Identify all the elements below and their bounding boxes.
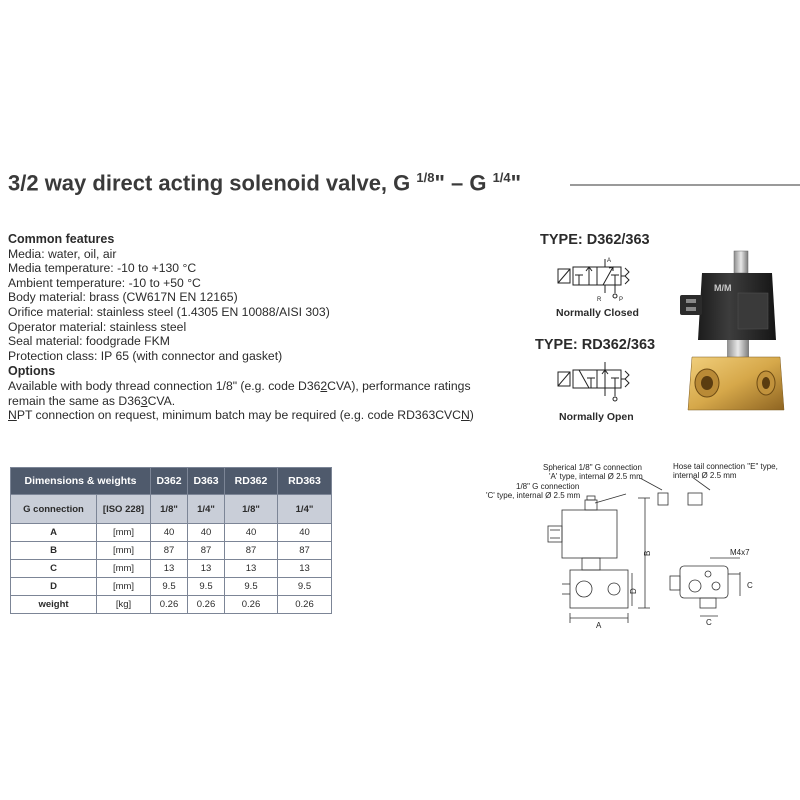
table-row [11,560,332,578]
port-a-label: A [607,258,612,264]
feature-line: Seal material: foodgrade FKM [8,334,170,349]
spherical-connection-label: Spherical 1/8" G connection [543,463,642,472]
normally-open-caption: Normally Open [559,411,634,423]
svg-text:M/M: M/M [714,283,732,293]
table-cell: 40 [188,524,225,542]
port-r-label: R [597,297,602,303]
table-cell: [mm] [97,542,151,560]
table-cell: 0.26 [225,596,278,614]
table-row [11,524,332,542]
table-cell: [mm] [97,560,151,578]
technical-drawing [540,478,800,633]
table-cell: B [11,542,97,560]
option-line: remain the same as D363CVA. [8,393,176,408]
table-cell: 13 [151,560,188,578]
feature-line: Operator material: stainless steel [8,319,187,334]
dimension-a-label: A [596,621,602,630]
g18-connection-sublabel: 'C' type, internal Ø 2.5 mm [486,491,581,500]
table-cell: 13 [278,560,332,578]
feature-line: Ambient temperature: -10 to +50 °C [8,275,201,290]
table-cell: 1/4" [278,495,332,524]
table-row [11,495,332,524]
thread-label: M4x7 [730,548,750,557]
table-cell: 87 [278,542,332,560]
table-cell: 1/4" [188,495,225,524]
hose-tail-label: Hose tail connection "E" type, [673,462,778,471]
page-title: 3/2 way direct acting solenoid valve, G $^{1/8}$" – G $^{1/4}$" [8,170,522,196]
g18-connection-label: 1/8" G connection [516,482,580,491]
table-cell: D [11,578,97,596]
table-cell: 13 [188,560,225,578]
dimension-d-label: D [629,588,638,594]
table-cell: [mm] [97,524,151,542]
table-cell: 1/8" [225,495,278,524]
normally-closed-caption: Normally Closed [556,307,639,319]
dimensions-table [10,467,332,614]
table-cell: 9.5 [151,578,188,596]
type-label-rd362: TYPE: RD362/363 [535,337,656,353]
feature-line: Orifice material: stainless steel (1.4305 EN 10088/AISI 303) [8,304,330,319]
table-header: D362 [151,468,188,495]
option-line: NPT connection on request, minimum batch may be required (e.g. code RD363CVCN) [8,408,474,423]
table-cell: G connection [11,495,97,524]
table-header: RD363 [278,468,332,495]
option-line: Available with body thread connection 1/8" (e.g. code D362CVA), performance ratings [8,378,471,393]
table-header: D363 [188,468,225,495]
table-cell: 0.26 [151,596,188,614]
table-cell: 9.5 [225,578,278,596]
dimension-c-bottom-label: C [706,618,712,627]
features-section [8,232,528,423]
table-cell: [mm] [97,578,151,596]
table-cell: 40 [151,524,188,542]
table-cell: 0.26 [278,596,332,614]
table-cell: [kg] [97,596,151,614]
table-cell: C [11,560,97,578]
features-heading: Common features [8,232,115,246]
table-header: RD362 [225,468,278,495]
table-cell: [ISO 228] [97,495,151,524]
table-cell: 9.5 [278,578,332,596]
table-header: Dimensions & weights [11,468,151,495]
table-row [11,596,332,614]
table-row [11,542,332,560]
table-cell: 87 [188,542,225,560]
table-cell: 0.26 [188,596,225,614]
feature-line: Protection class: IP 65 (with connector and gasket) [8,348,283,363]
options-heading: Options [8,364,56,379]
table-cell: 87 [225,542,278,560]
feature-line: Media: water, oil, air [8,246,117,261]
table-cell: A [11,524,97,542]
type-label-d362: TYPE: D362/363 [540,232,650,248]
table-header-row [11,468,332,495]
normally-open-symbol [555,358,645,406]
table-cell: 9.5 [188,578,225,596]
port-p-label: P [619,297,624,303]
table-cell: 40 [278,524,332,542]
spherical-connection-sublabel: 'A' type, internal Ø 2.5 mm [549,472,643,481]
table-cell: 40 [225,524,278,542]
table-row [11,578,332,596]
feature-line: Body material: brass (CW617N EN 12165) [8,290,238,305]
dimension-c-label: C [747,581,753,590]
feature-line: Media temperature: -10 to +130 °C [8,261,197,276]
hose-tail-sublabel: internal Ø 2.5 mm [673,471,737,480]
table-cell: 87 [151,542,188,560]
table-cell: 13 [225,560,278,578]
title-divider [570,184,800,186]
table-cell: 1/8" [151,495,188,524]
normally-closed-symbol [555,255,645,303]
valve-product-photo [672,245,797,420]
table-cell: weight [11,596,97,614]
dimension-b-label: B [643,550,652,556]
